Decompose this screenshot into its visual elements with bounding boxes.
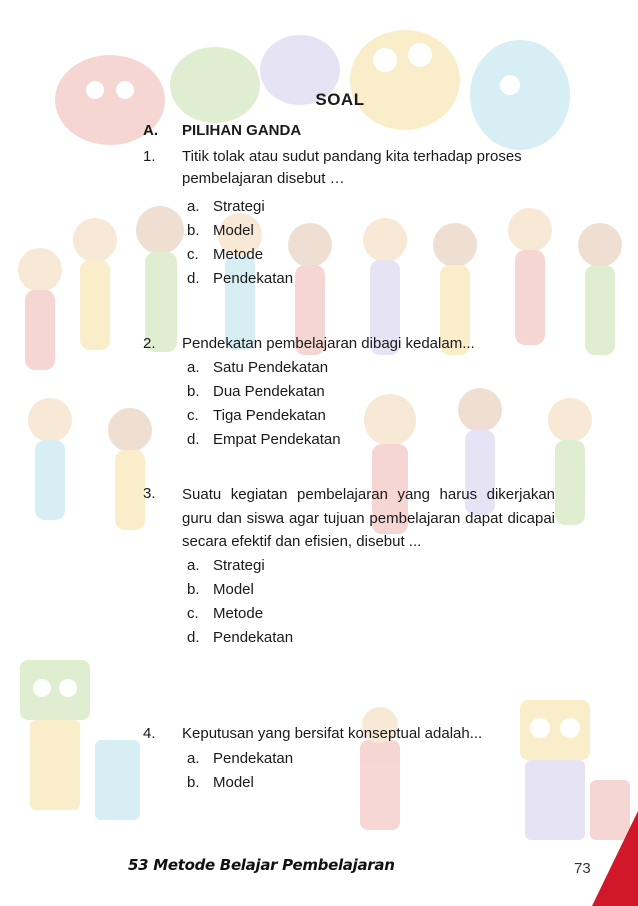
option-text: Satu Pendekatan <box>213 359 329 376</box>
section-heading <box>143 122 301 139</box>
option-b <box>187 771 563 795</box>
option-text: Pendekatan <box>213 270 294 287</box>
question-number: 1. <box>143 148 156 165</box>
option-text: Tiga Pendekatan <box>213 407 326 424</box>
option-letter: b. <box>187 222 200 239</box>
question-number: 4. <box>143 725 156 742</box>
option-a <box>187 195 563 219</box>
option-text: Model <box>213 222 254 239</box>
option-d <box>187 626 563 650</box>
section-letter: A. <box>143 122 158 139</box>
option-letter: a. <box>187 198 200 215</box>
option-text: Model <box>213 774 254 791</box>
question-text: Titik tolak atau sudut pandang kita terhadap proses pembelajaran disebut … <box>182 148 522 187</box>
option-list <box>187 554 563 650</box>
option-letter: c. <box>187 246 199 263</box>
question-text: Suatu kegiatan pembelajaran yang harus dikerjakan guru dan siswa agar tujuan pembelajaran dapat dicapai secara efektif dan efisien, disebut ... <box>182 486 555 550</box>
question-number: 3. <box>143 485 156 502</box>
option-letter: c. <box>187 604 199 622</box>
option-text: Strategi <box>213 198 265 215</box>
option-list <box>187 747 563 795</box>
page-number: 73 <box>574 860 591 877</box>
page-title: SOAL <box>315 90 365 109</box>
question-3 <box>143 483 563 650</box>
option-text: Pendekatan <box>213 628 294 646</box>
option-c <box>187 404 563 428</box>
option-letter: b. <box>187 383 200 400</box>
option-c <box>187 602 563 626</box>
question-number: 2. <box>143 335 156 352</box>
option-list <box>187 356 563 452</box>
option-text: Strategi <box>213 556 265 574</box>
option-letter: d. <box>187 270 200 287</box>
book-title: 53 Metode Belajar Pembelajaran <box>128 856 395 874</box>
option-letter: a. <box>187 750 200 767</box>
option-a <box>187 554 563 578</box>
option-text: Empat Pendekatan <box>213 431 341 448</box>
option-text: Metode <box>213 604 264 622</box>
section-label: PILIHAN GANDA <box>182 122 302 139</box>
corner-accent <box>592 811 638 906</box>
option-text: Pendekatan <box>213 750 294 767</box>
option-letter: d. <box>187 431 200 448</box>
question-4 <box>143 723 563 795</box>
option-letter: a. <box>187 359 200 376</box>
option-letter: b. <box>187 774 200 791</box>
option-letter: c. <box>187 407 199 424</box>
option-letter: a. <box>187 556 200 574</box>
option-a <box>187 747 563 771</box>
question-text: Keputusan yang bersifat konseptual adalah... <box>182 725 483 742</box>
question-text: Pendekatan pembelajaran dibagi kedalam... <box>182 335 475 352</box>
option-b <box>187 219 563 243</box>
option-b <box>187 578 563 602</box>
question-1 <box>143 146 563 291</box>
option-text: Metode <box>213 246 264 263</box>
option-d <box>187 267 563 291</box>
option-letter: d. <box>187 628 200 646</box>
option-c <box>187 243 563 267</box>
option-list <box>187 195 563 291</box>
option-letter: b. <box>187 580 200 598</box>
option-d <box>187 428 563 452</box>
option-a <box>187 356 563 380</box>
option-text: Model <box>213 580 254 598</box>
question-2 <box>143 333 563 452</box>
option-text: Dua Pendekatan <box>213 383 325 400</box>
option-b <box>187 380 563 404</box>
